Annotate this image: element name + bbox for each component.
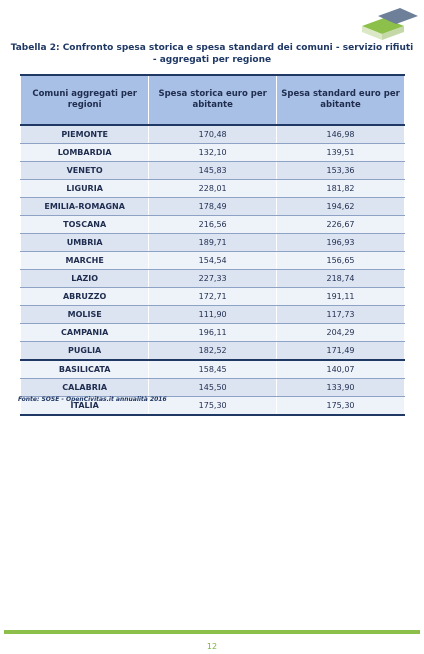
standard-spending-cell: 191,11	[277, 288, 405, 306]
table-row	[21, 125, 405, 144]
table-row	[21, 180, 405, 198]
table-row	[21, 342, 405, 361]
standard-spending-cell: 156,65	[277, 252, 405, 270]
historical-spending-cell: 216,56	[149, 216, 277, 234]
standard-spending-cell: 204,29	[277, 324, 405, 342]
historical-spending-cell: 111,90	[149, 306, 277, 324]
footer-divider	[4, 630, 420, 634]
region-cell: MOLISE	[21, 306, 149, 324]
standard-spending-cell: 226,67	[277, 216, 405, 234]
header-historical-spending: Spesa storica euro per abitante	[149, 75, 277, 125]
region-cell: UMBRIA	[21, 234, 149, 252]
table-row	[21, 360, 405, 379]
spending-table	[20, 74, 405, 416]
standard-spending-cell: 153,36	[277, 162, 405, 180]
region-cell: MARCHE	[21, 252, 149, 270]
table-row	[21, 198, 405, 216]
table-row	[21, 324, 405, 342]
historical-spending-cell: 132,10	[149, 144, 277, 162]
historical-spending-cell: 189,71	[149, 234, 277, 252]
table-row	[21, 162, 405, 180]
historical-spending-cell: 170,48	[149, 125, 277, 144]
historical-spending-cell: 227,33	[149, 270, 277, 288]
historical-spending-cell: 182,52	[149, 342, 277, 361]
standard-spending-cell: 181,82	[277, 180, 405, 198]
table-body	[21, 125, 405, 415]
historical-spending-cell: 178,49	[149, 198, 277, 216]
standard-spending-cell: 175,30	[277, 397, 405, 416]
standard-spending-cell: 139,51	[277, 144, 405, 162]
source-note: Fonte: SOSE - OpenCivitas.it annualità 2016	[18, 396, 167, 403]
cube-logo-icon	[360, 4, 420, 42]
table-title: Tabella 2: Confronto spesa storica e spesa standard dei comuni - servizio rifiuti - aggregati per regione	[10, 43, 414, 65]
region-cell: CAMPANIA	[21, 324, 149, 342]
header-standard-spending: Spesa standard euro per abitante	[277, 75, 405, 125]
region-cell: TOSCANA	[21, 216, 149, 234]
historical-spending-cell: 228,01	[149, 180, 277, 198]
standard-spending-cell: 171,49	[277, 342, 405, 361]
historical-spending-cell: 196,11	[149, 324, 277, 342]
table-row	[21, 306, 405, 324]
standard-spending-cell: 117,73	[277, 306, 405, 324]
header-regions: Comuni aggregati per regioni	[21, 75, 149, 125]
region-cell: LOMBARDIA	[21, 144, 149, 162]
table-row	[21, 252, 405, 270]
region-cell: VENETO	[21, 162, 149, 180]
region-cell: EMILIA-ROMAGNA	[21, 198, 149, 216]
region-cell: PIEMONTE	[21, 125, 149, 144]
table-row	[21, 270, 405, 288]
standard-spending-cell: 218,74	[277, 270, 405, 288]
region-cell: BASILICATA	[21, 360, 149, 379]
historical-spending-cell: 175,30	[149, 397, 277, 416]
region-cell: LIGURIA	[21, 180, 149, 198]
table-row	[21, 288, 405, 306]
standard-spending-cell: 146,98	[277, 125, 405, 144]
table-header-row	[21, 75, 405, 125]
table-row	[21, 379, 405, 397]
historical-spending-cell: 145,83	[149, 162, 277, 180]
standard-spending-cell: 133,90	[277, 379, 405, 397]
page-number: 12	[206, 642, 218, 651]
historical-spending-cell: 158,45	[149, 360, 277, 379]
region-cell: PUGLIA	[21, 342, 149, 361]
historical-spending-cell: 154,54	[149, 252, 277, 270]
region-cell: CALABRIA	[21, 379, 149, 397]
historical-spending-cell: 172,71	[149, 288, 277, 306]
table-row	[21, 144, 405, 162]
region-cell: LAZIO	[21, 270, 149, 288]
standard-spending-cell: 140,07	[277, 360, 405, 379]
table-row	[21, 216, 405, 234]
standard-spending-cell: 194,62	[277, 198, 405, 216]
region-cell: ITALIA	[21, 397, 149, 416]
standard-spending-cell: 196,93	[277, 234, 405, 252]
region-cell: ABRUZZO	[21, 288, 149, 306]
historical-spending-cell: 145,50	[149, 379, 277, 397]
table-row	[21, 234, 405, 252]
